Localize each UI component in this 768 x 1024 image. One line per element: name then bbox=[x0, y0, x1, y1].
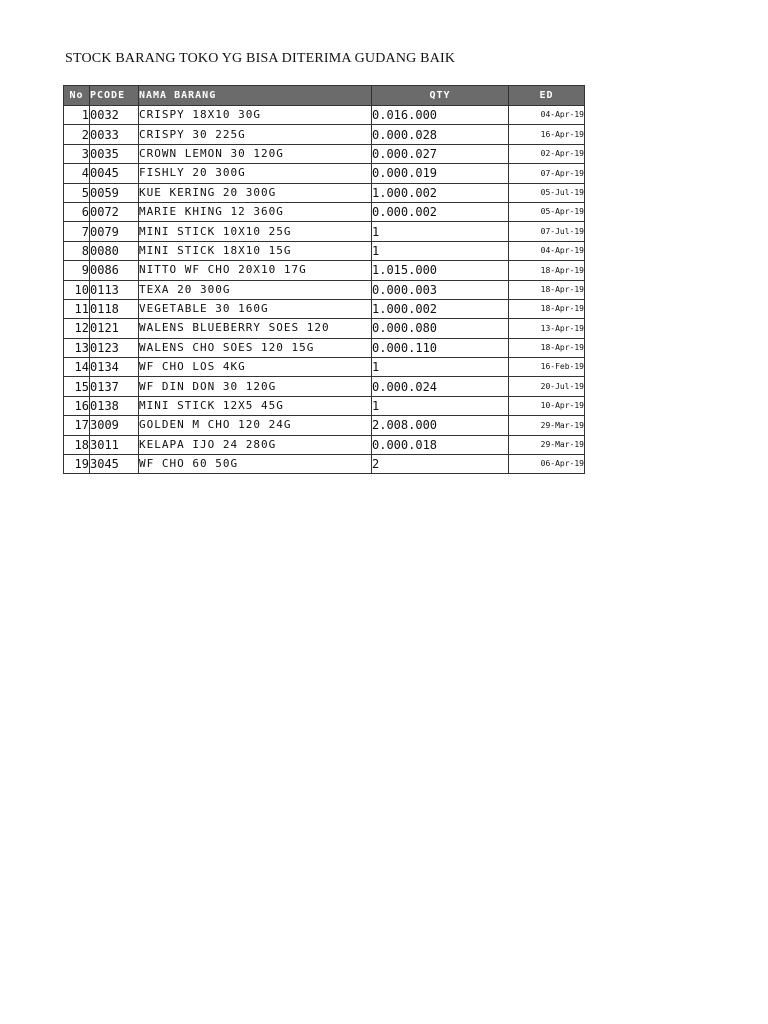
cell-ed: 18-Apr-19 bbox=[509, 299, 585, 318]
table-row bbox=[64, 319, 585, 338]
table-row bbox=[64, 183, 585, 202]
cell-pcode: 3011 bbox=[90, 435, 139, 454]
cell-nama-barang: TEXA 20 300G bbox=[139, 280, 372, 299]
cell-pcode: 0123 bbox=[90, 338, 139, 357]
header-pcode: PCODE bbox=[90, 86, 139, 106]
cell-pcode: 0045 bbox=[90, 164, 139, 183]
cell-qty: 2 bbox=[372, 455, 509, 474]
cell-ed: 06-Apr-19 bbox=[509, 455, 585, 474]
cell-qty: 0.000.018 bbox=[372, 435, 509, 454]
cell-qty: 0.000.024 bbox=[372, 377, 509, 396]
cell-nama-barang: MINI STICK 12X5 45G bbox=[139, 396, 372, 415]
cell-nama-barang: KUE KERING 20 300G bbox=[139, 183, 372, 202]
cell-nama-barang: KELAPA IJO 24 280G bbox=[139, 435, 372, 454]
cell-ed: 20-Jul-19 bbox=[509, 377, 585, 396]
cell-nama-barang: WF CHO LOS 4KG bbox=[139, 358, 372, 377]
cell-pcode: 3045 bbox=[90, 455, 139, 474]
table-row bbox=[64, 202, 585, 221]
cell-no: 13 bbox=[64, 338, 90, 357]
cell-pcode: 0032 bbox=[90, 106, 139, 125]
cell-nama-barang: WALENS CHO SOES 120 15G bbox=[139, 338, 372, 357]
cell-no: 4 bbox=[64, 164, 90, 183]
table-header-row bbox=[64, 86, 585, 106]
cell-qty: 1.000.002 bbox=[372, 299, 509, 318]
table-row bbox=[64, 299, 585, 318]
cell-no: 17 bbox=[64, 416, 90, 435]
cell-ed: 04-Apr-19 bbox=[509, 241, 585, 260]
table-row bbox=[64, 396, 585, 415]
cell-qty: 1.000.002 bbox=[372, 183, 509, 202]
cell-ed: 05-Apr-19 bbox=[509, 202, 585, 221]
cell-no: 2 bbox=[64, 125, 90, 144]
cell-no: 7 bbox=[64, 222, 90, 241]
header-ed: ED bbox=[509, 86, 585, 106]
cell-pcode: 0072 bbox=[90, 202, 139, 221]
cell-pcode: 0121 bbox=[90, 319, 139, 338]
stock-table bbox=[63, 85, 585, 474]
header-no: No bbox=[64, 86, 90, 106]
cell-no: 10 bbox=[64, 280, 90, 299]
cell-nama-barang: CRISPY 30 225G bbox=[139, 125, 372, 144]
table-row bbox=[64, 435, 585, 454]
cell-no: 12 bbox=[64, 319, 90, 338]
cell-qty: 0.000.002 bbox=[372, 202, 509, 221]
table-row bbox=[64, 358, 585, 377]
cell-no: 6 bbox=[64, 202, 90, 221]
cell-ed: 18-Apr-19 bbox=[509, 280, 585, 299]
table-row bbox=[64, 164, 585, 183]
cell-nama-barang: NITTO WF CHO 20X10 17G bbox=[139, 261, 372, 280]
table-row bbox=[64, 338, 585, 357]
cell-ed: 04-Apr-19 bbox=[509, 106, 585, 125]
cell-pcode: 0113 bbox=[90, 280, 139, 299]
cell-pcode: 3009 bbox=[90, 416, 139, 435]
cell-qty: 0.000.003 bbox=[372, 280, 509, 299]
cell-no: 8 bbox=[64, 241, 90, 260]
cell-qty: 2.008.000 bbox=[372, 416, 509, 435]
cell-nama-barang: WF DIN DON 30 120G bbox=[139, 377, 372, 396]
cell-ed: 18-Apr-19 bbox=[509, 338, 585, 357]
cell-pcode: 0137 bbox=[90, 377, 139, 396]
table-row bbox=[64, 222, 585, 241]
table-row bbox=[64, 416, 585, 435]
cell-nama-barang: MINI STICK 18X10 15G bbox=[139, 241, 372, 260]
cell-ed: 05-Jul-19 bbox=[509, 183, 585, 202]
cell-no: 18 bbox=[64, 435, 90, 454]
cell-no: 19 bbox=[64, 455, 90, 474]
cell-qty: 0.000.019 bbox=[372, 164, 509, 183]
cell-no: 3 bbox=[64, 144, 90, 163]
cell-no: 16 bbox=[64, 396, 90, 415]
table-row bbox=[64, 280, 585, 299]
cell-ed: 29-Mar-19 bbox=[509, 435, 585, 454]
cell-no: 15 bbox=[64, 377, 90, 396]
cell-nama-barang: GOLDEN M CHO 120 24G bbox=[139, 416, 372, 435]
cell-ed: 16-Apr-19 bbox=[509, 125, 585, 144]
cell-ed: 02-Apr-19 bbox=[509, 144, 585, 163]
cell-ed: 18-Apr-19 bbox=[509, 261, 585, 280]
cell-nama-barang: MINI STICK 10X10 25G bbox=[139, 222, 372, 241]
table-row bbox=[64, 125, 585, 144]
cell-qty: 0.000.080 bbox=[372, 319, 509, 338]
cell-pcode: 0079 bbox=[90, 222, 139, 241]
cell-pcode: 0118 bbox=[90, 299, 139, 318]
cell-ed: 16-Feb-19 bbox=[509, 358, 585, 377]
cell-qty: 1 bbox=[372, 222, 509, 241]
cell-pcode: 0059 bbox=[90, 183, 139, 202]
cell-nama-barang: FISHLY 20 300G bbox=[139, 164, 372, 183]
cell-nama-barang: WF CHO 60 50G bbox=[139, 455, 372, 474]
cell-qty: 1 bbox=[372, 241, 509, 260]
header-nama-barang: NAMA BARANG bbox=[139, 86, 372, 106]
cell-qty: 0.016.000 bbox=[372, 106, 509, 125]
cell-pcode: 0138 bbox=[90, 396, 139, 415]
cell-pcode: 0080 bbox=[90, 241, 139, 260]
table-row bbox=[64, 377, 585, 396]
cell-pcode: 0035 bbox=[90, 144, 139, 163]
cell-pcode: 0134 bbox=[90, 358, 139, 377]
cell-nama-barang: VEGETABLE 30 160G bbox=[139, 299, 372, 318]
cell-ed: 29-Mar-19 bbox=[509, 416, 585, 435]
table-row bbox=[64, 261, 585, 280]
cell-no: 5 bbox=[64, 183, 90, 202]
cell-qty: 0.000.110 bbox=[372, 338, 509, 357]
cell-nama-barang: CRISPY 18X10 30G bbox=[139, 106, 372, 125]
cell-ed: 07-Jul-19 bbox=[509, 222, 585, 241]
cell-no: 11 bbox=[64, 299, 90, 318]
cell-pcode: 0033 bbox=[90, 125, 139, 144]
table-row bbox=[64, 241, 585, 260]
cell-ed: 13-Apr-19 bbox=[509, 319, 585, 338]
cell-qty: 1 bbox=[372, 396, 509, 415]
document-title: STOCK BARANG TOKO YG BISA DITERIMA GUDANG BAIK bbox=[65, 51, 456, 66]
cell-nama-barang: MARIE KHING 12 360G bbox=[139, 202, 372, 221]
cell-pcode: 0086 bbox=[90, 261, 139, 280]
table-row bbox=[64, 106, 585, 125]
cell-no: 1 bbox=[64, 106, 90, 125]
cell-ed: 10-Apr-19 bbox=[509, 396, 585, 415]
cell-ed: 07-Apr-19 bbox=[509, 164, 585, 183]
header-qty: QTY bbox=[372, 86, 509, 106]
cell-qty: 0.000.027 bbox=[372, 144, 509, 163]
table-row bbox=[64, 144, 585, 163]
table-row bbox=[64, 455, 585, 474]
cell-qty: 1 bbox=[372, 358, 509, 377]
cell-no: 14 bbox=[64, 358, 90, 377]
cell-no: 9 bbox=[64, 261, 90, 280]
cell-nama-barang: WALENS BLUEBERRY SOES 120 bbox=[139, 319, 372, 338]
cell-qty: 0.000.028 bbox=[372, 125, 509, 144]
cell-nama-barang: CROWN LEMON 30 120G bbox=[139, 144, 372, 163]
cell-qty: 1.015.000 bbox=[372, 261, 509, 280]
